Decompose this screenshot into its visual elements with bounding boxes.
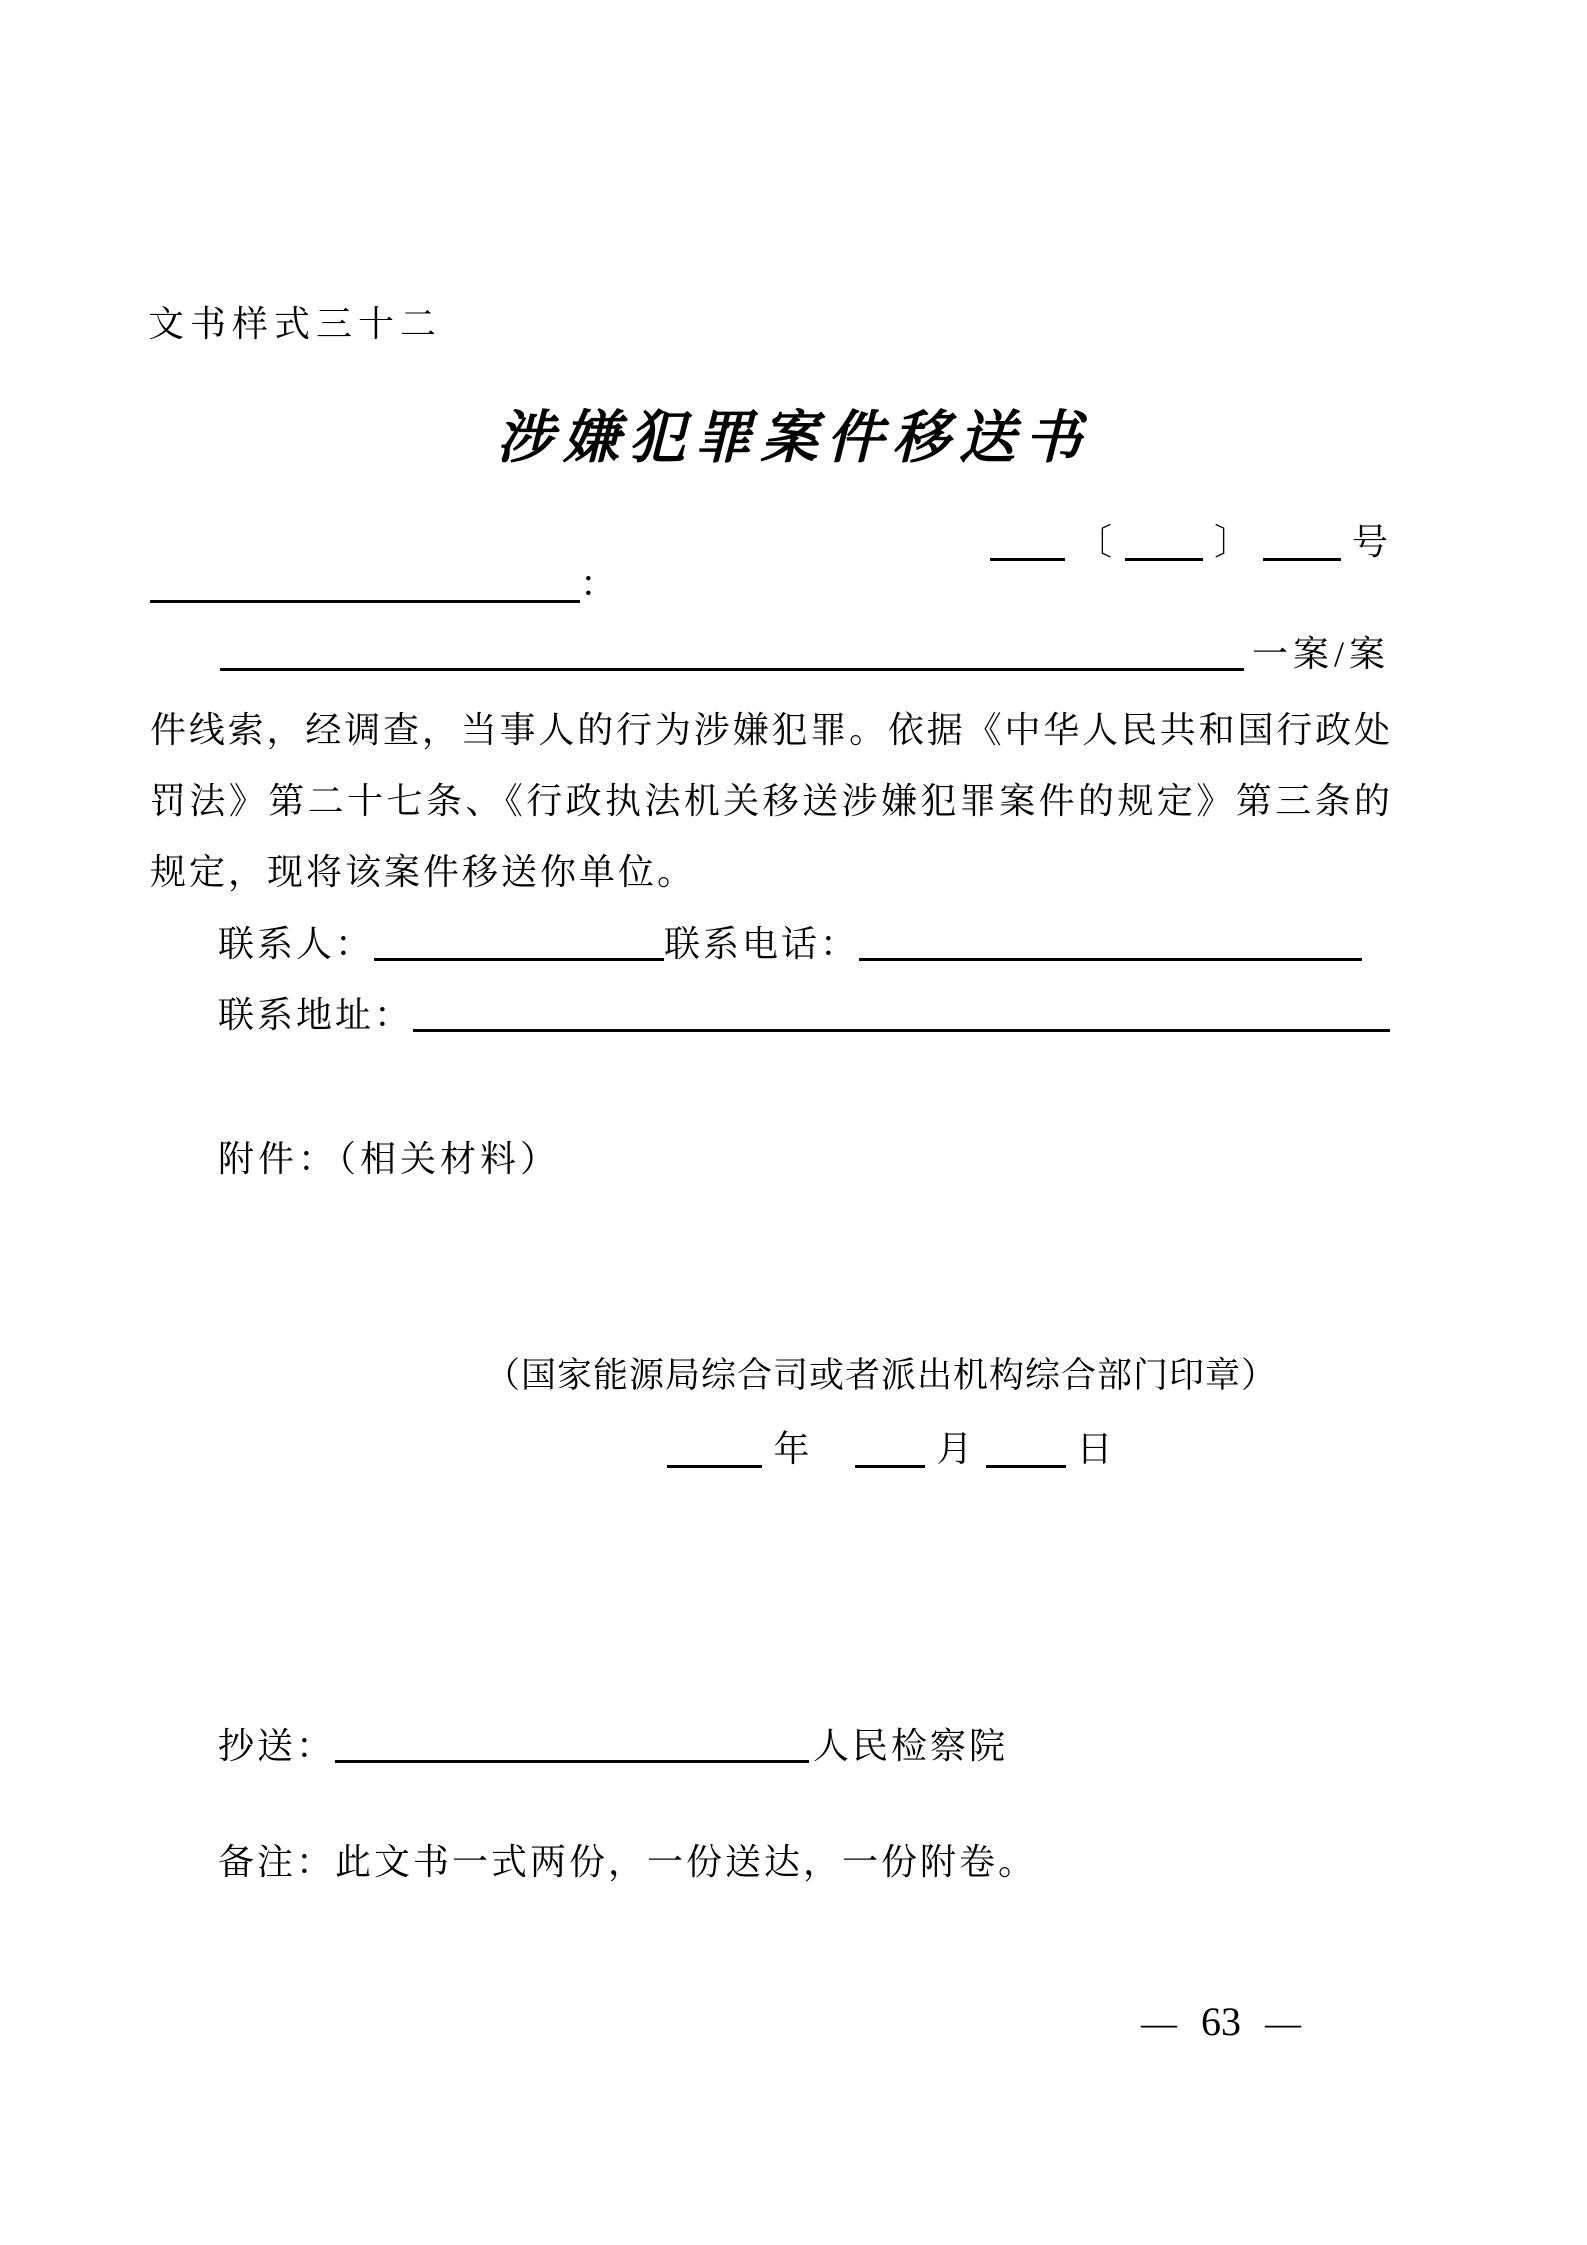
body-line-3: 罚法》第二十七条、《行政执法机关移送涉嫌犯罪案件的规定》第三条的 [150, 781, 1390, 821]
document-title: 涉嫌犯罪案件移送书 [496, 407, 1091, 470]
date-month-suffix: 月 [936, 1429, 975, 1469]
contact-address-blank [413, 1027, 1390, 1032]
addressee-colon: ： [580, 564, 617, 604]
attachment-line: 附件：（相关材料） [218, 1139, 561, 1179]
case-name-blank [220, 666, 1244, 671]
cc-blank [335, 1758, 809, 1763]
contact-phone-label: 联系电话： [664, 924, 860, 964]
date-year-blank [667, 1425, 762, 1468]
note-line: 备注：此文书一式两份，一份送达，一份附卷。 [218, 1842, 1038, 1882]
date-line [0, 1425, 1587, 1473]
doc-number-close-bracket: 〕 [1213, 522, 1252, 562]
doc-number-blank-2 [1125, 518, 1203, 561]
addressee-blank [150, 560, 580, 603]
doc-number-line [990, 518, 1390, 566]
doc-number-blank-1 [990, 518, 1065, 561]
body-line-4: 规定，现将该案件移送你单位。 [150, 852, 697, 892]
contact-person-blank [374, 956, 664, 961]
footer-right-dash: — [1265, 2003, 1301, 2043]
doc-number-suffix: 号 [1351, 522, 1390, 562]
date-month-blank [855, 1425, 925, 1468]
case-name-line [150, 630, 1390, 678]
addressee-line [150, 560, 616, 608]
contact-person-label: 联系人： [218, 924, 375, 964]
body-line-2: 件线索，经调查，当事人的行为涉嫌犯罪。依据《中华人民共和国行政处 [150, 710, 1390, 750]
contact-address-label: 联系地址： [218, 995, 414, 1035]
contact-row [218, 920, 1362, 968]
case-line-suffix: 一案/案 [1251, 634, 1390, 674]
date-day-blank [986, 1425, 1066, 1468]
document-style-label: 文书样式三十二 [148, 304, 443, 344]
cc-suffix: 人民检察院 [812, 1726, 1008, 1766]
date-day-suffix: 日 [1076, 1429, 1115, 1469]
page-number-footer [1127, 1998, 1315, 2047]
cc-label: 抄送： [218, 1726, 336, 1766]
footer-page-number: 63 [1201, 1999, 1241, 2044]
doc-number-open-bracket: 〔 [1075, 522, 1114, 562]
cc-row [218, 1722, 1008, 1770]
doc-number-blank-3 [1263, 518, 1341, 561]
date-year-suffix: 年 [773, 1429, 812, 1469]
address-row [218, 991, 1390, 1039]
contact-phone-blank [859, 956, 1362, 961]
seal-line: （国家能源局综合司或者派出机构综合部门印章） [484, 1356, 1277, 1395]
footer-left-dash: — [1141, 2003, 1177, 2043]
